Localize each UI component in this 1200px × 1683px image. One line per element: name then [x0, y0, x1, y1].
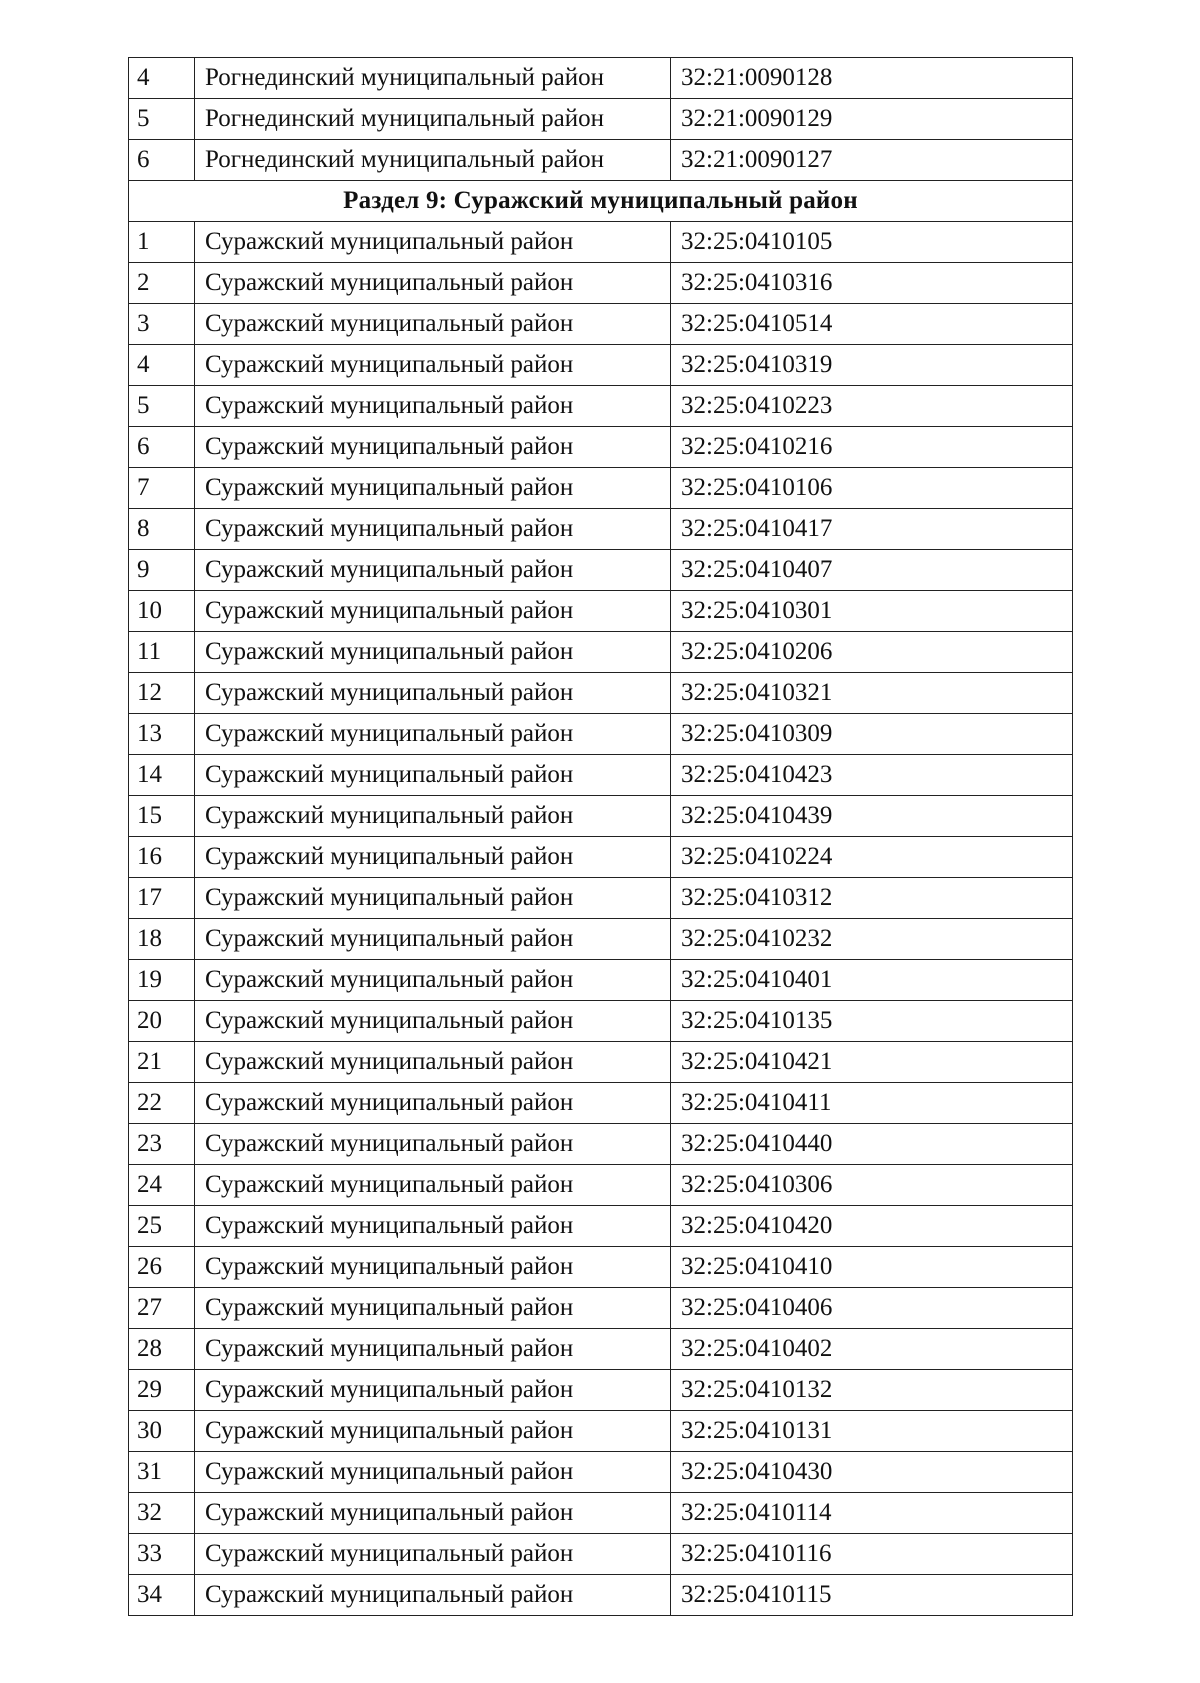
cadastral-number: 32:25:0410401	[671, 960, 1073, 1001]
table-row	[129, 99, 1073, 140]
cadastral-number: 32:25:0410105	[671, 222, 1073, 263]
table-row	[129, 1247, 1073, 1288]
district-name: Суражский муниципальный район	[195, 714, 671, 755]
row-number: 15	[129, 796, 195, 837]
table-row	[129, 1329, 1073, 1370]
district-name: Суражский муниципальный район	[195, 1083, 671, 1124]
district-name: Суражский муниципальный район	[195, 919, 671, 960]
table-row	[129, 1206, 1073, 1247]
cadastral-number: 32:25:0410440	[671, 1124, 1073, 1165]
row-number: 5	[129, 99, 195, 140]
cadastral-number: 32:25:0410421	[671, 1042, 1073, 1083]
cadastral-number: 32:25:0410301	[671, 591, 1073, 632]
row-number: 25	[129, 1206, 195, 1247]
district-name: Суражский муниципальный район	[195, 796, 671, 837]
district-name: Суражский муниципальный район	[195, 1288, 671, 1329]
table-row	[129, 1288, 1073, 1329]
cadastral-number: 32:25:0410132	[671, 1370, 1073, 1411]
table-row	[129, 591, 1073, 632]
row-number: 23	[129, 1124, 195, 1165]
district-name: Суражский муниципальный район	[195, 1165, 671, 1206]
cadastral-number: 32:21:0090127	[671, 140, 1073, 181]
table-row	[129, 673, 1073, 714]
table-row	[129, 1042, 1073, 1083]
table-row	[129, 755, 1073, 796]
row-number: 14	[129, 755, 195, 796]
table-row	[129, 263, 1073, 304]
cadastral-number: 32:25:0410223	[671, 386, 1073, 427]
section-header-row	[129, 181, 1073, 222]
district-name: Суражский муниципальный район	[195, 1575, 671, 1616]
district-name: Суражский муниципальный район	[195, 878, 671, 919]
row-number: 9	[129, 550, 195, 591]
row-number: 6	[129, 140, 195, 181]
cadastral-number: 32:25:0410439	[671, 796, 1073, 837]
row-number: 12	[129, 673, 195, 714]
table-row	[129, 550, 1073, 591]
cadastral-number: 32:25:0410430	[671, 1452, 1073, 1493]
row-number: 8	[129, 509, 195, 550]
table-row	[129, 1493, 1073, 1534]
district-name: Суражский муниципальный район	[195, 1206, 671, 1247]
row-number: 31	[129, 1452, 195, 1493]
table-row	[129, 1534, 1073, 1575]
row-number: 30	[129, 1411, 195, 1452]
table-row	[129, 468, 1073, 509]
row-number: 1	[129, 222, 195, 263]
row-number: 20	[129, 1001, 195, 1042]
table-row	[129, 1165, 1073, 1206]
row-number: 32	[129, 1493, 195, 1534]
cadastral-number: 32:25:0410115	[671, 1575, 1073, 1616]
table-row	[129, 1124, 1073, 1165]
cadastral-number: 32:25:0410216	[671, 427, 1073, 468]
row-number: 13	[129, 714, 195, 755]
district-name: Суражский муниципальный район	[195, 345, 671, 386]
table-row	[129, 58, 1073, 99]
cadastral-number: 32:25:0410116	[671, 1534, 1073, 1575]
row-number: 26	[129, 1247, 195, 1288]
district-name: Суражский муниципальный район	[195, 509, 671, 550]
table-row	[129, 509, 1073, 550]
cadastral-number: 32:25:0410232	[671, 919, 1073, 960]
table-row	[129, 427, 1073, 468]
section-title: Раздел 9: Суражский муниципальный район	[129, 181, 1073, 222]
row-number: 10	[129, 591, 195, 632]
district-name: Рогнединский муниципальный район	[195, 99, 671, 140]
table-row	[129, 345, 1073, 386]
table-row	[129, 1452, 1073, 1493]
cadastral-number: 32:25:0410312	[671, 878, 1073, 919]
table-row	[129, 960, 1073, 1001]
cadastral-number: 32:25:0410420	[671, 1206, 1073, 1247]
cadastral-number: 32:25:0410106	[671, 468, 1073, 509]
cadastral-number: 32:21:0090128	[671, 58, 1073, 99]
district-name: Рогнединский муниципальный район	[195, 58, 671, 99]
row-number: 21	[129, 1042, 195, 1083]
cadastral-number: 32:25:0410135	[671, 1001, 1073, 1042]
district-name: Суражский муниципальный район	[195, 1329, 671, 1370]
table-row	[129, 1083, 1073, 1124]
table-body	[129, 58, 1073, 1616]
table-row	[129, 878, 1073, 919]
row-number: 2	[129, 263, 195, 304]
cadastral-number: 32:25:0410406	[671, 1288, 1073, 1329]
table-row	[129, 1411, 1073, 1452]
cadastral-number: 32:25:0410306	[671, 1165, 1073, 1206]
row-number: 27	[129, 1288, 195, 1329]
district-name: Рогнединский муниципальный район	[195, 140, 671, 181]
district-name: Суражский муниципальный район	[195, 591, 671, 632]
row-number: 11	[129, 632, 195, 673]
table-row	[129, 386, 1073, 427]
district-name: Суражский муниципальный район	[195, 837, 671, 878]
row-number: 6	[129, 427, 195, 468]
table-row	[129, 714, 1073, 755]
district-name: Суражский муниципальный район	[195, 468, 671, 509]
district-name: Суражский муниципальный район	[195, 1124, 671, 1165]
cadastral-number: 32:25:0410514	[671, 304, 1073, 345]
row-number: 33	[129, 1534, 195, 1575]
district-name: Суражский муниципальный район	[195, 427, 671, 468]
cadastral-number: 32:25:0410319	[671, 345, 1073, 386]
row-number: 7	[129, 468, 195, 509]
cadastral-table	[128, 57, 1073, 1616]
cadastral-number: 32:21:0090129	[671, 99, 1073, 140]
district-name: Суражский муниципальный район	[195, 632, 671, 673]
row-number: 4	[129, 345, 195, 386]
district-name: Суражский муниципальный район	[195, 1534, 671, 1575]
row-number: 19	[129, 960, 195, 1001]
district-name: Суражский муниципальный район	[195, 550, 671, 591]
cadastral-number: 32:25:0410131	[671, 1411, 1073, 1452]
cadastral-number: 32:25:0410402	[671, 1329, 1073, 1370]
cadastral-number: 32:25:0410410	[671, 1247, 1073, 1288]
district-name: Суражский муниципальный район	[195, 222, 671, 263]
table-row	[129, 222, 1073, 263]
district-name: Суражский муниципальный район	[195, 1493, 671, 1534]
row-number: 28	[129, 1329, 195, 1370]
cadastral-number: 32:25:0410411	[671, 1083, 1073, 1124]
district-name: Суражский муниципальный район	[195, 263, 671, 304]
table-row	[129, 140, 1073, 181]
table-row	[129, 837, 1073, 878]
row-number: 3	[129, 304, 195, 345]
cadastral-number: 32:25:0410417	[671, 509, 1073, 550]
table-row	[129, 1370, 1073, 1411]
cadastral-number: 32:25:0410206	[671, 632, 1073, 673]
district-name: Суражский муниципальный район	[195, 1247, 671, 1288]
district-name: Суражский муниципальный район	[195, 386, 671, 427]
cadastral-number: 32:25:0410309	[671, 714, 1073, 755]
row-number: 22	[129, 1083, 195, 1124]
cadastral-number: 32:25:0410407	[671, 550, 1073, 591]
cadastral-number: 32:25:0410316	[671, 263, 1073, 304]
district-name: Суражский муниципальный район	[195, 1001, 671, 1042]
row-number: 17	[129, 878, 195, 919]
cadastral-number: 32:25:0410321	[671, 673, 1073, 714]
cadastral-number: 32:25:0410423	[671, 755, 1073, 796]
row-number: 16	[129, 837, 195, 878]
cadastral-number: 32:25:0410224	[671, 837, 1073, 878]
table-row	[129, 304, 1073, 345]
row-number: 18	[129, 919, 195, 960]
table-row	[129, 919, 1073, 960]
district-name: Суражский муниципальный район	[195, 1452, 671, 1493]
table-row	[129, 1001, 1073, 1042]
district-name: Суражский муниципальный район	[195, 673, 671, 714]
row-number: 29	[129, 1370, 195, 1411]
district-name: Суражский муниципальный район	[195, 1411, 671, 1452]
row-number: 4	[129, 58, 195, 99]
district-name: Суражский муниципальный район	[195, 1370, 671, 1411]
district-name: Суражский муниципальный район	[195, 1042, 671, 1083]
row-number: 24	[129, 1165, 195, 1206]
row-number: 5	[129, 386, 195, 427]
table-row	[129, 1575, 1073, 1616]
row-number: 34	[129, 1575, 195, 1616]
district-name: Суражский муниципальный район	[195, 304, 671, 345]
table-row	[129, 796, 1073, 837]
district-name: Суражский муниципальный район	[195, 960, 671, 1001]
district-name: Суражский муниципальный район	[195, 755, 671, 796]
table-row	[129, 632, 1073, 673]
cadastral-number: 32:25:0410114	[671, 1493, 1073, 1534]
